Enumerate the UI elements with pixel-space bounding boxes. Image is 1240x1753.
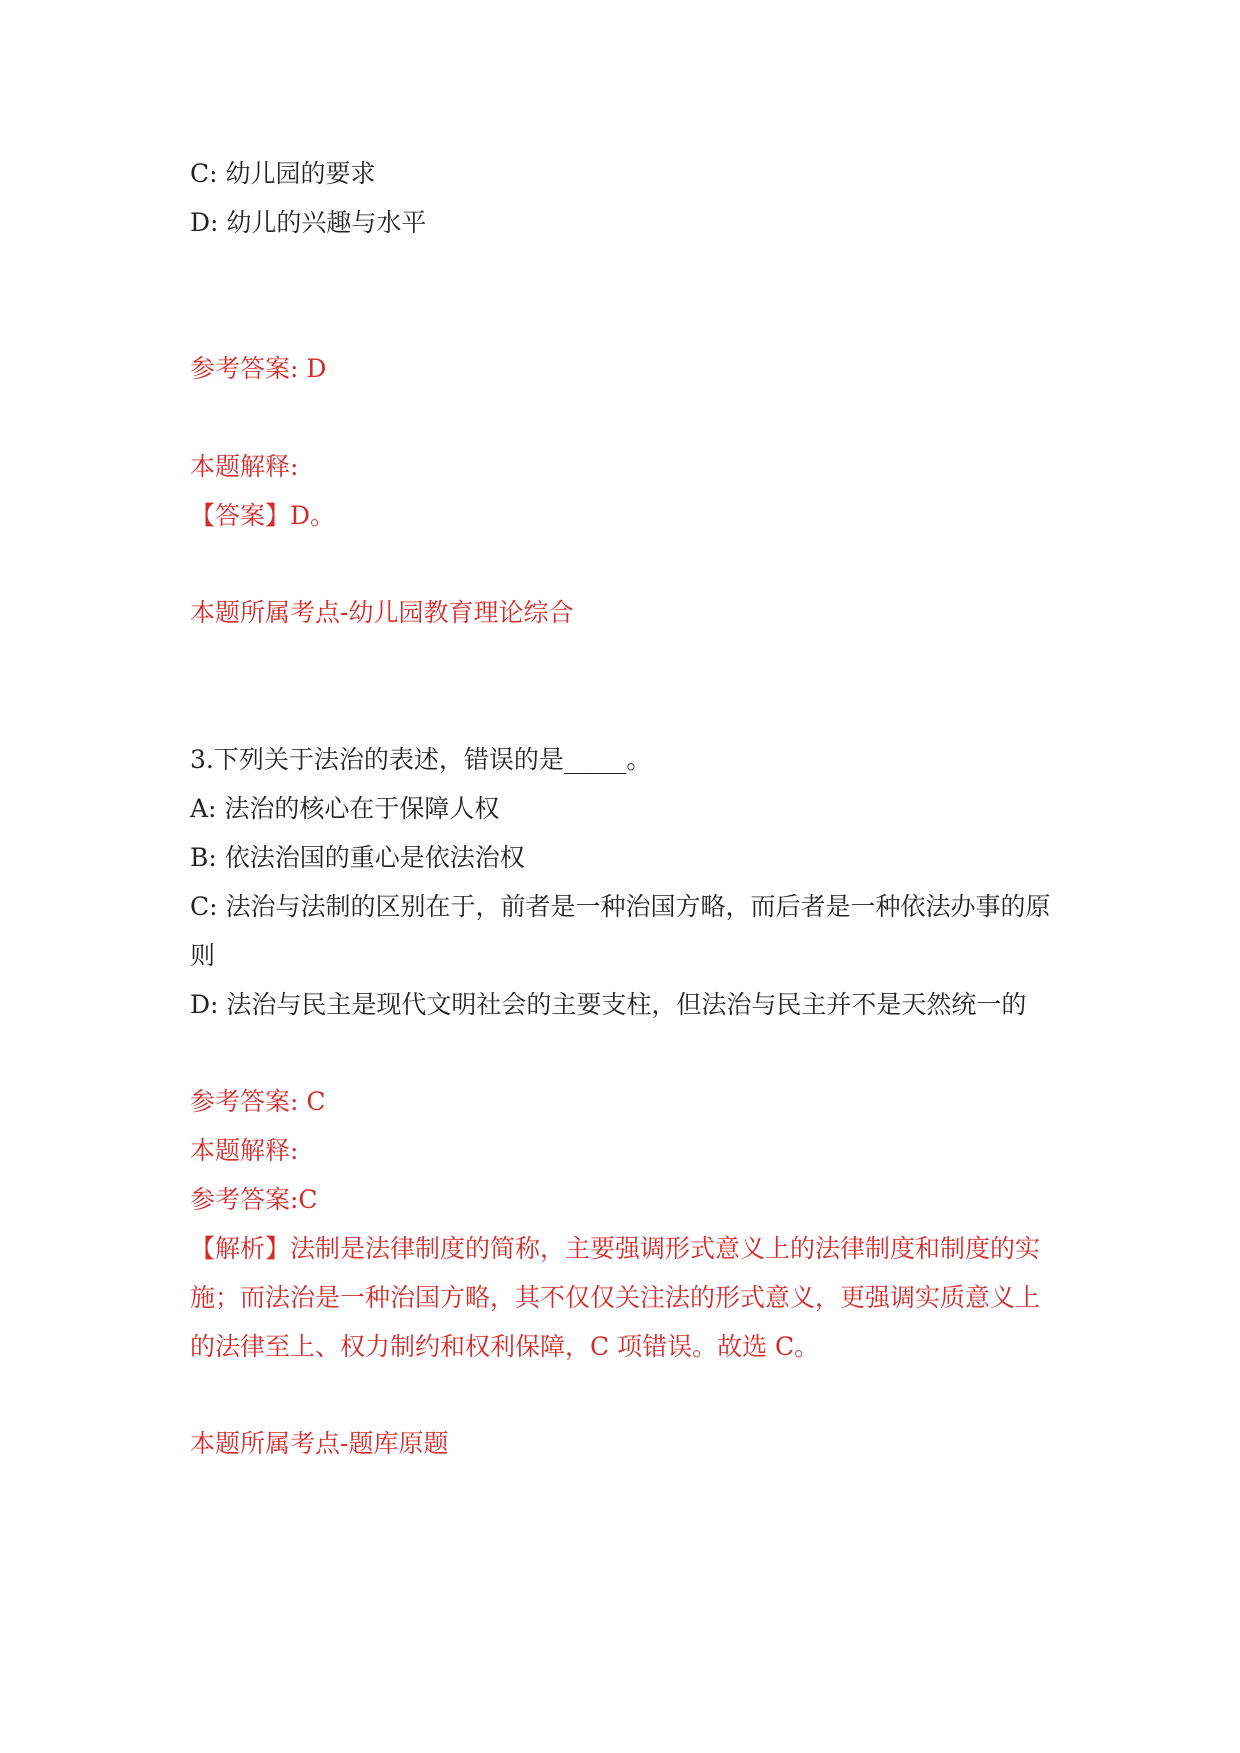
q3-explanation-answer: 参考答案:C — [190, 1185, 318, 1214]
q2-answer: 参考答案: D — [190, 354, 327, 383]
q3-option-d: D: 法治与民主是现代文明社会的主要支柱，但法治与民主并不是天然统一的 — [190, 990, 1027, 1019]
q3-topic: 本题所属考点-题库原题 — [190, 1429, 449, 1458]
q3-option-a: A: 法治的核心在于保障人权 — [190, 794, 500, 823]
q3-answer: 参考答案: C — [190, 1087, 326, 1116]
q2-explanation-body: 【答案】D。 — [190, 501, 336, 530]
q3-stem: 3.下列关于法治的表述，错误的是_____。 — [190, 745, 652, 774]
q2-explanation-label: 本题解释: — [190, 452, 299, 481]
q3-option-b: B: 依法治国的重心是依法治权 — [190, 843, 525, 872]
q3-option-c-line1: C: 法治与法制的区别在于，前者是一种治国方略，而后者是一种依法办事的原 — [190, 892, 1051, 921]
q3-option-c-line2: 则 — [190, 941, 216, 970]
q3-explanation-line2: 施；而法治是一种治国方略，其不仅仅关注法的形式意义，更强调实质意义上 — [190, 1283, 1041, 1312]
q3-explanation-line1: 【解析】法制是法律制度的简称，主要强调形式意义上的法律制度和制度的实 — [190, 1234, 1041, 1263]
q3-explanation-line3: 的法律至上、权力制约和权利保障，C 项错误。故选 C。 — [190, 1332, 820, 1361]
q2-option-c: C: 幼儿园的要求 — [190, 159, 376, 188]
q2-option-d: D: 幼儿的兴趣与水平 — [190, 208, 427, 237]
q3-explanation-label: 本题解释: — [190, 1136, 299, 1165]
q2-topic: 本题所属考点-幼儿园教育理论综合 — [190, 598, 574, 627]
